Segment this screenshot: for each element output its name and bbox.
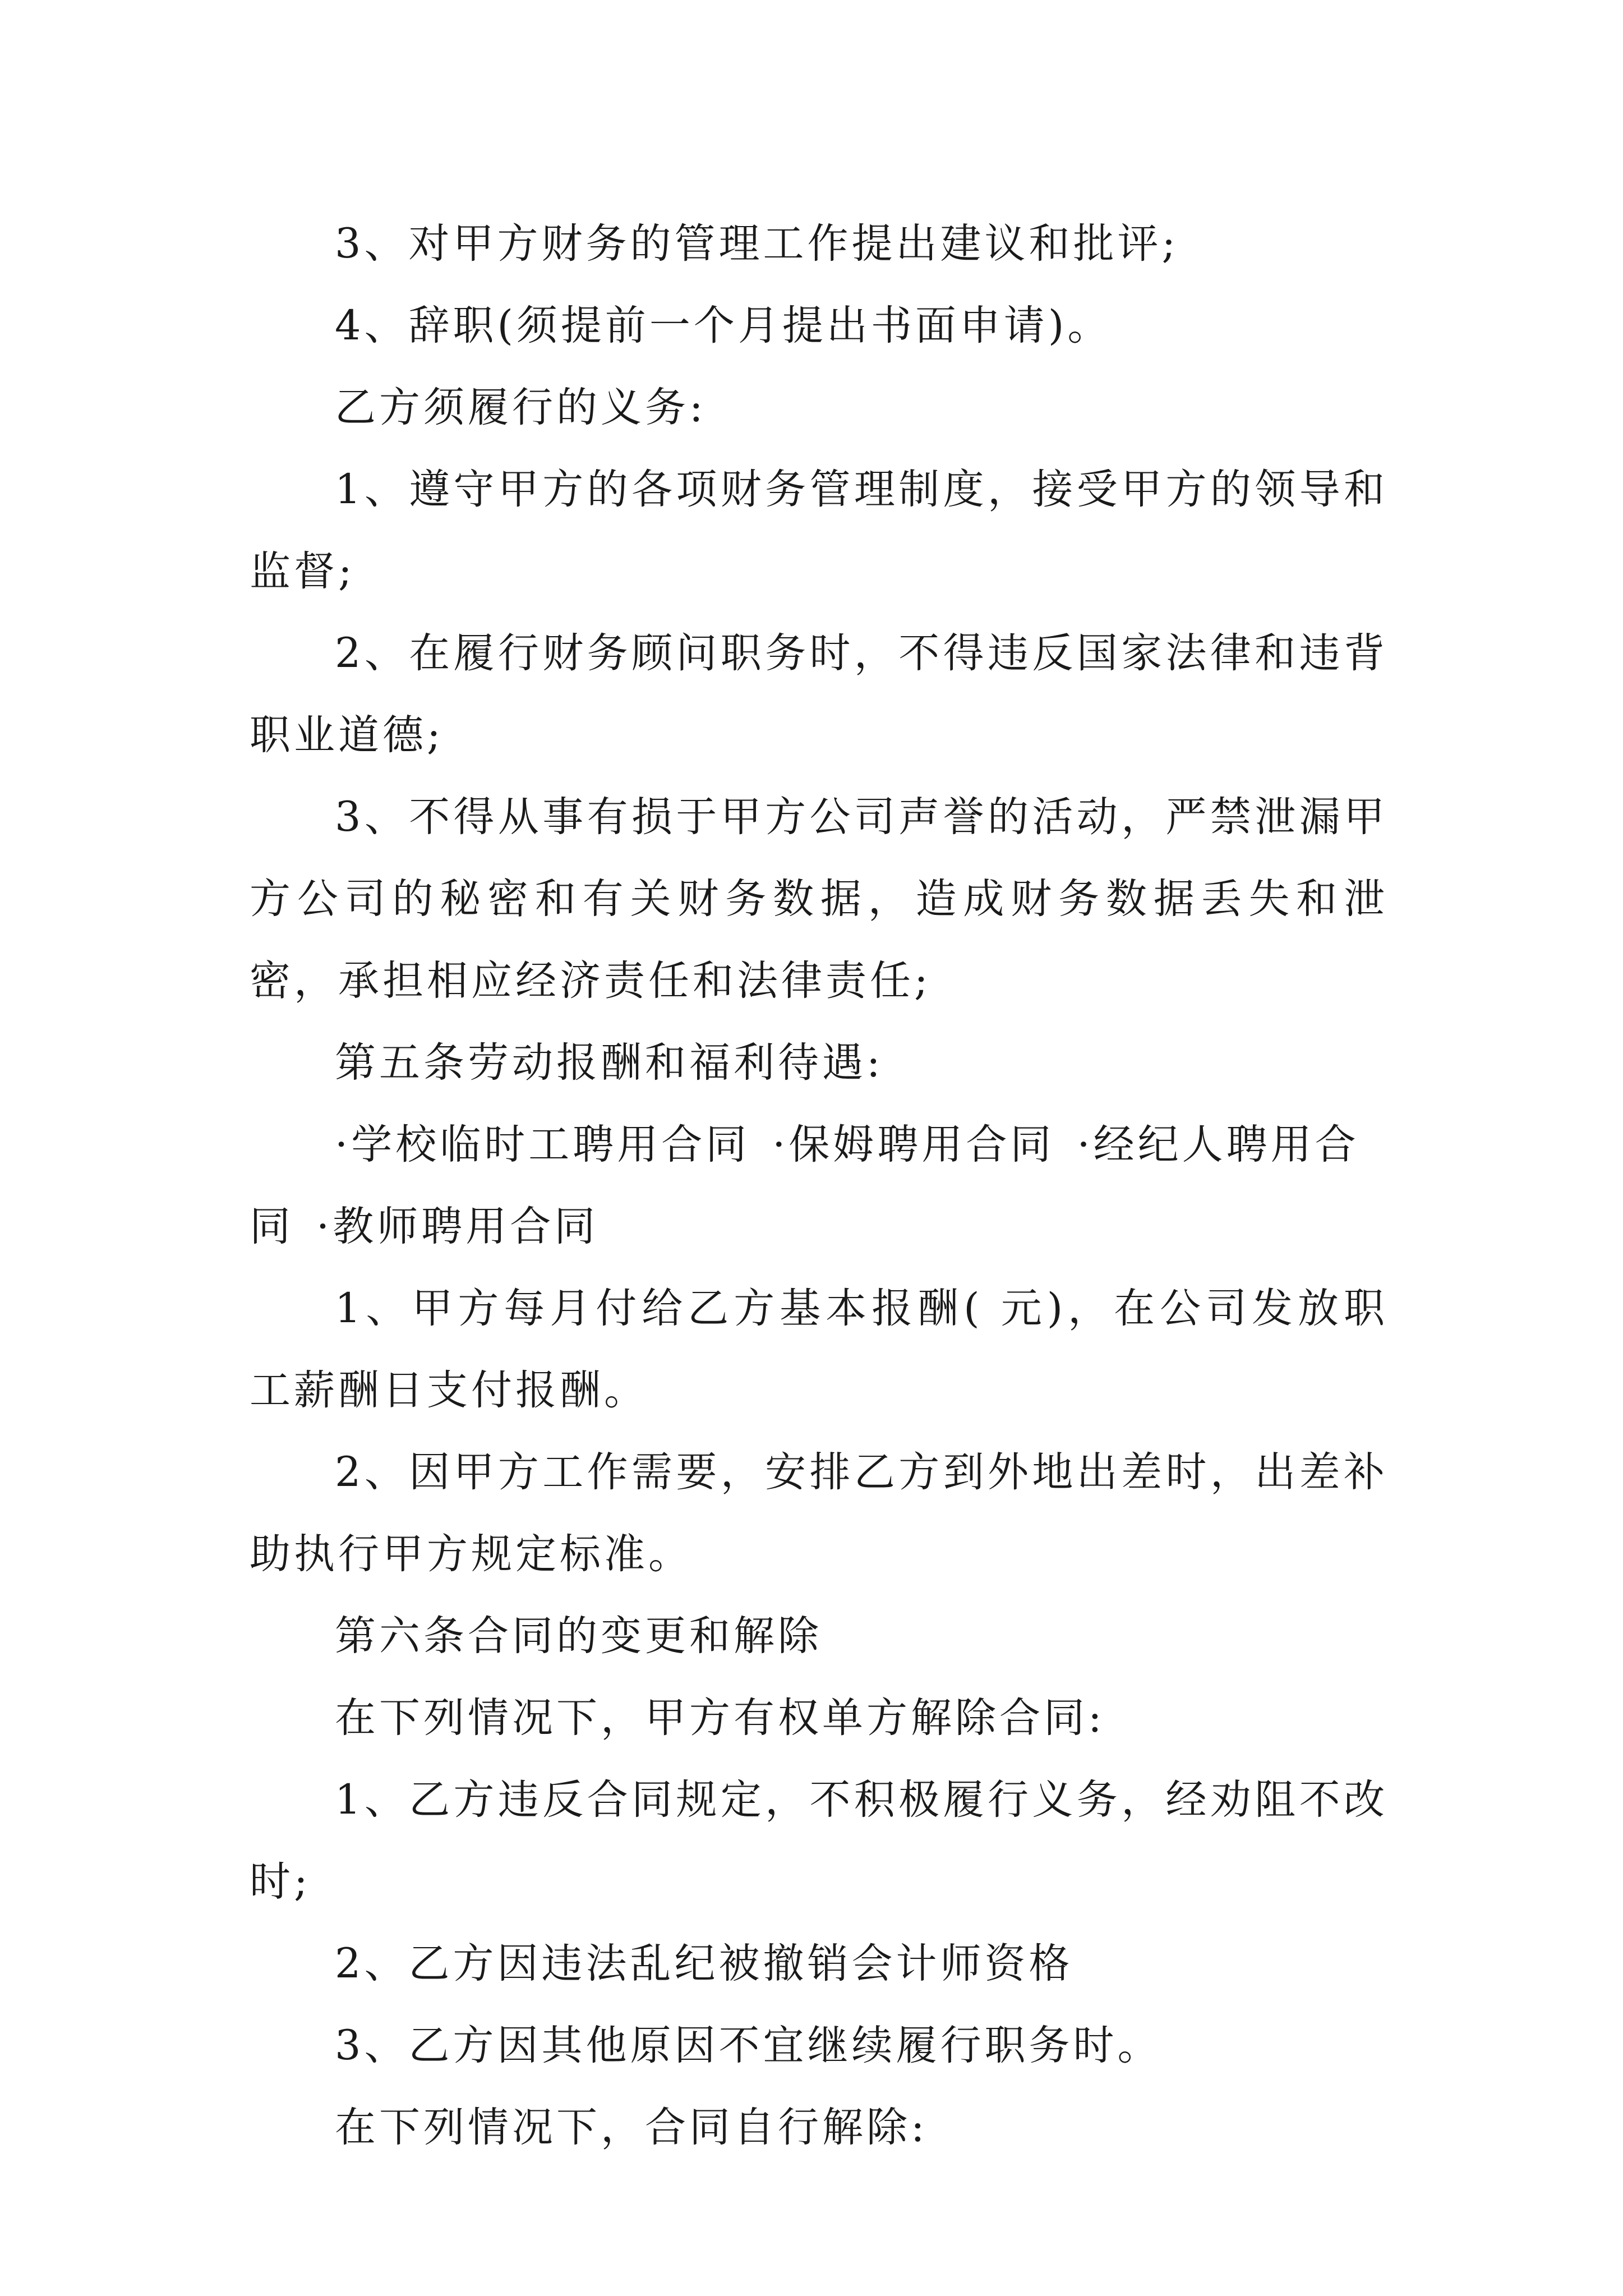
paragraph: 3、不得从事有损于甲方公司声誉的活动，严禁泄漏甲方公司的秘密和有关财务数据，造成财务数据丢失和泄密，承担相应经济责任和法律责任; <box>250 793 1388 1005</box>
section-heading: 第五条劳动报酬和福利待遇: <box>335 1039 884 1087</box>
paragraph: 2、因甲方工作需要，安排乙方到外地出差时，出差补助执行甲方规定标准。 <box>250 1448 1388 1578</box>
paragraph: 1、乙方违反合同规定，不积极履行义务，经劝阻不改时; <box>250 1776 1388 1906</box>
related-links <box>250 1104 1388 1268</box>
section-heading: 第六条合同的变更和解除 <box>335 1612 822 1660</box>
related-link[interactable]: ·保姆聘用合同 <box>772 1121 1055 1168</box>
document-body <box>250 203 1388 2169</box>
related-link[interactable]: ·学校临时工聘用合同 <box>335 1121 750 1168</box>
paragraph: 在下列情况下，甲方有权单方解除合同: <box>335 1694 1105 1742</box>
paragraph: 2、在履行财务顾问职务时，不得违反国家法律和违背职业道德; <box>250 629 1388 759</box>
paragraph: 乙方须履行的义务: <box>335 384 707 431</box>
paragraph: 1、遵守甲方的各项财务管理制度，接受甲方的领导和监督; <box>250 466 1388 595</box>
paragraph: 3、乙方因其他原因不宜继续履行职务时。 <box>335 2022 1162 2069</box>
paragraph: 4、辞职(须提前一个月提出书面申请)。 <box>335 302 1112 349</box>
paragraph: 1、甲方每月付给乙方基本报酬( 元)，在公司发放职工薪酬日支付报酬。 <box>250 1285 1388 1414</box>
paragraph: 2、乙方因违法乱纪被撤销会计师资格 <box>335 1940 1073 1987</box>
related-link[interactable]: ·教师聘用合同 <box>316 1203 599 1250</box>
related-link[interactable]: ·经纪人聘用合同 <box>250 1121 1359 1250</box>
paragraph: 3、对甲方财务的管理工作提出建议和批评; <box>335 220 1179 268</box>
paragraph: 在下列情况下，合同自行解除: <box>335 2104 928 2151</box>
